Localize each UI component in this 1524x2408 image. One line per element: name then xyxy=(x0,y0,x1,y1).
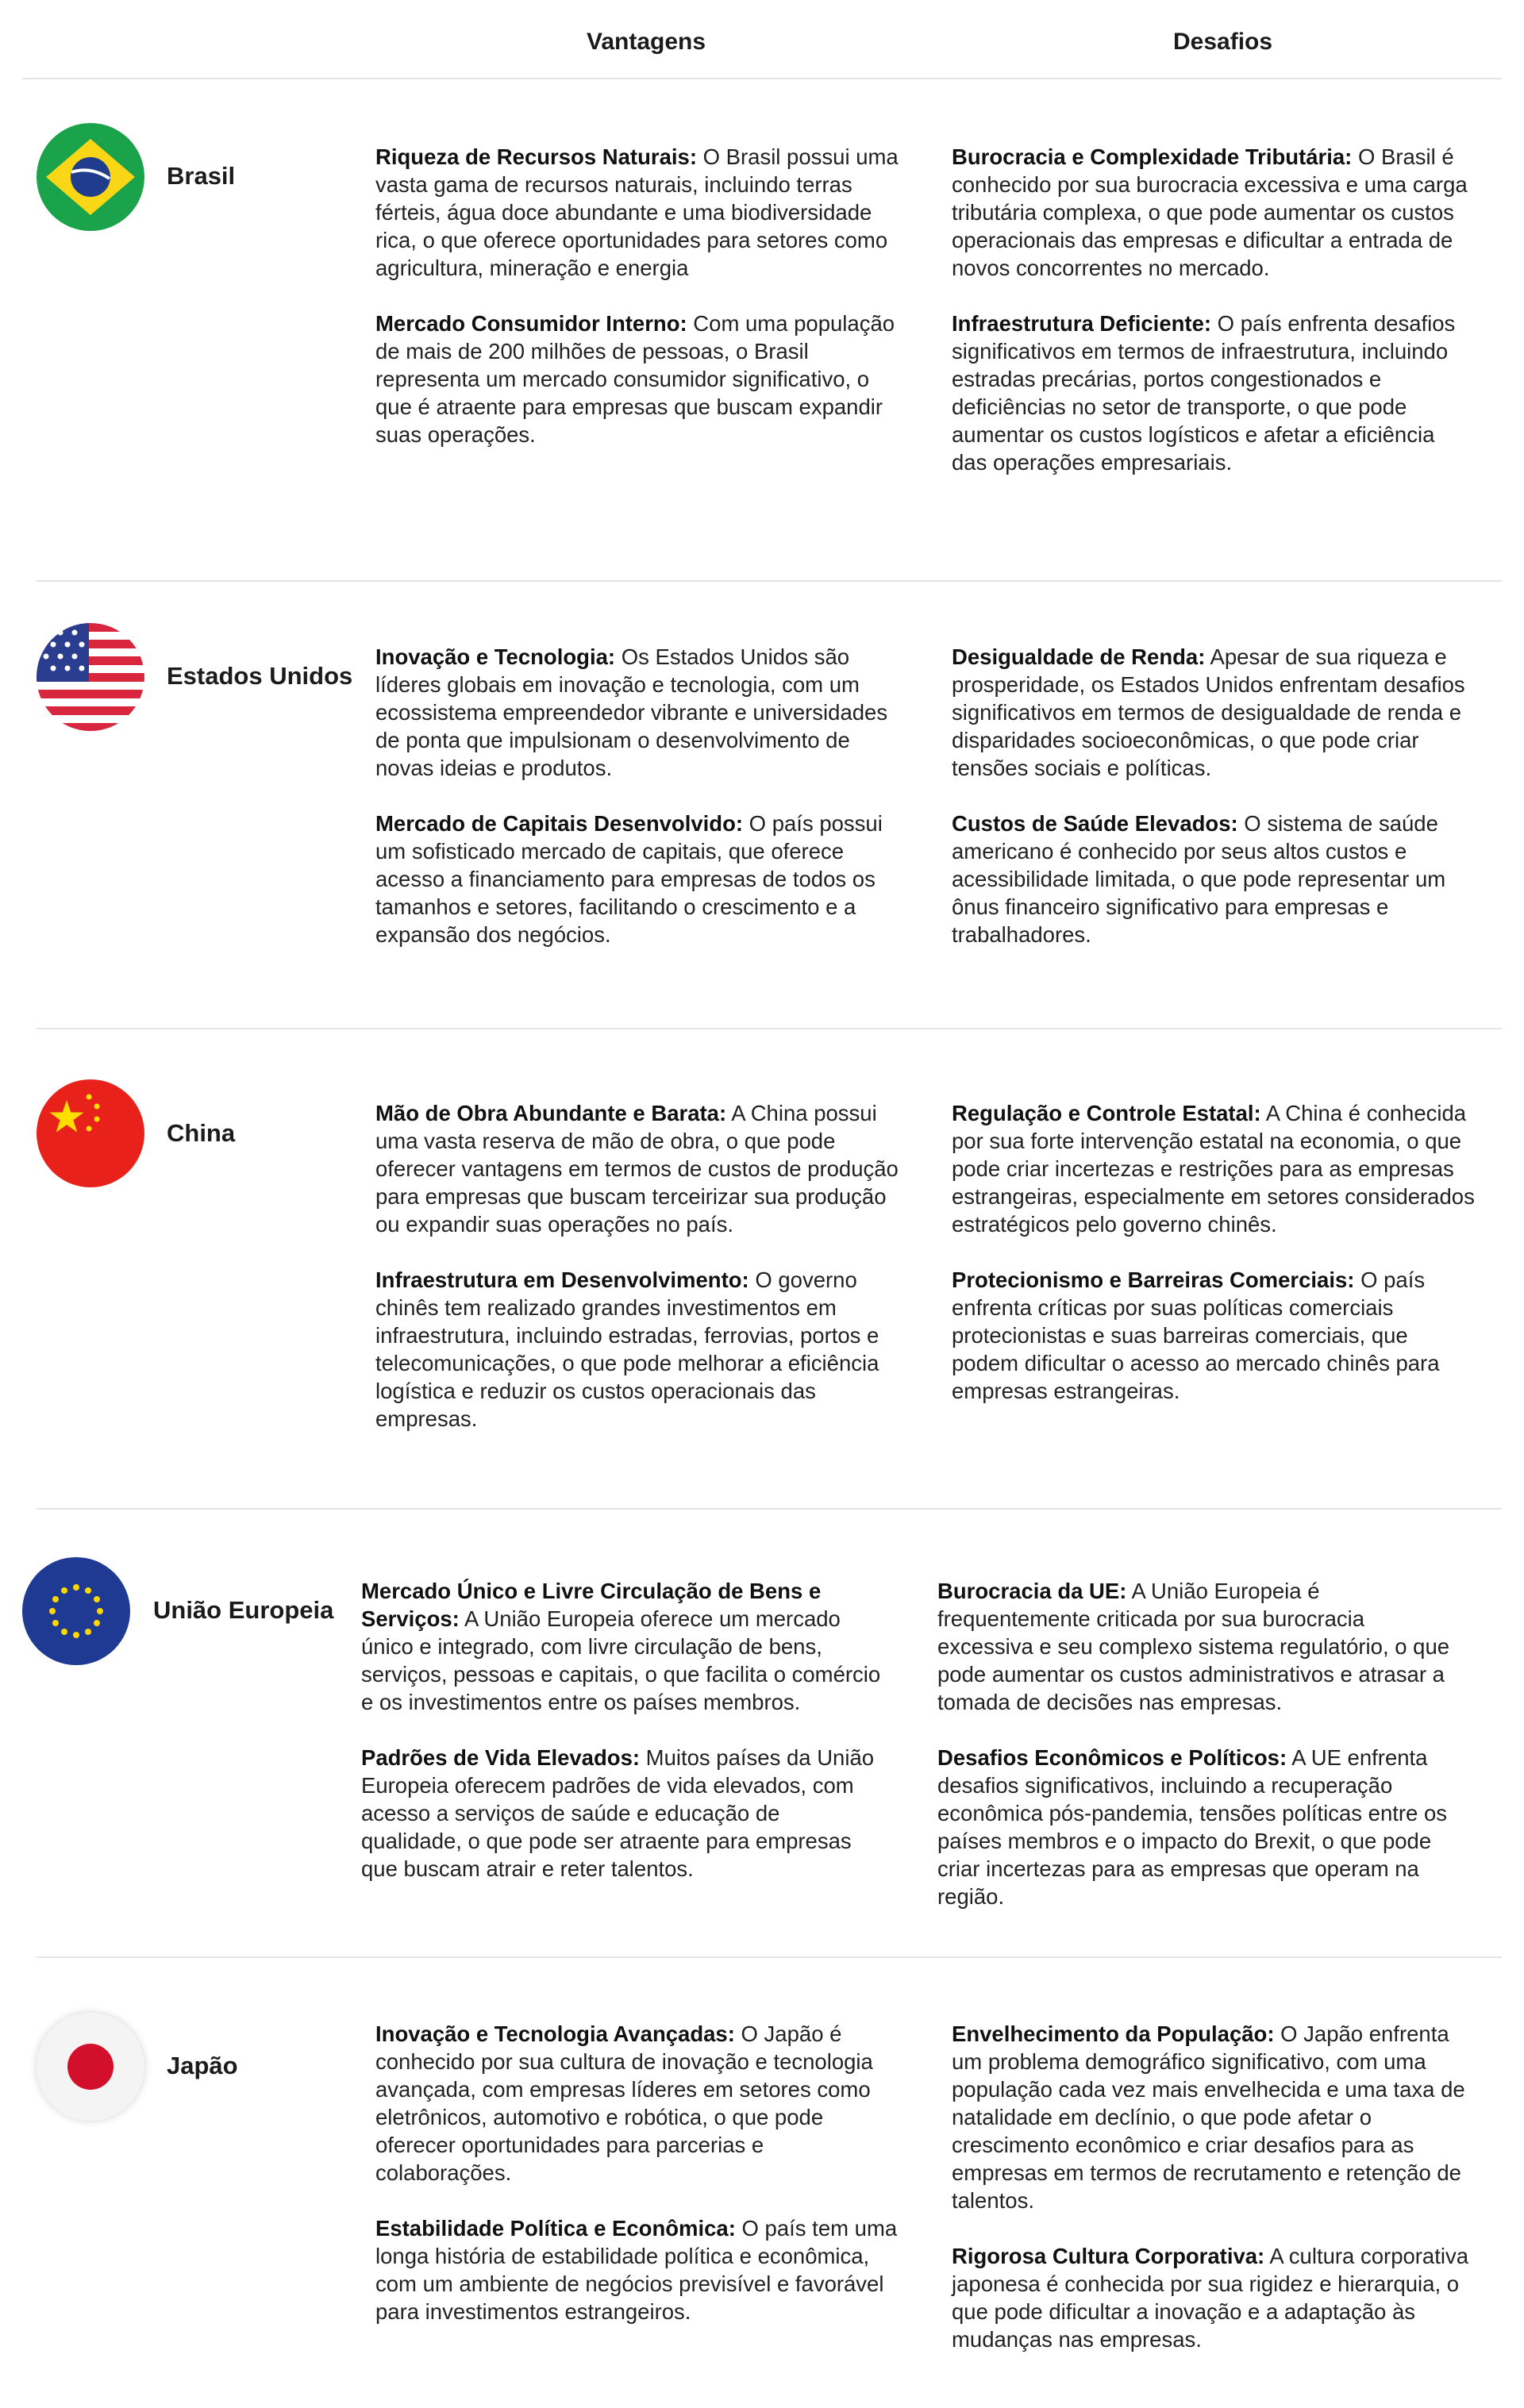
challenge-text: A China é conhecida por sua forte intervenção estatal na economia, o que pode criar incertezas e restrições para as empresas estrangeiras, especialmente em setores considerados estratégicos pelo governo chinês. xyxy=(952,1101,1475,1237)
challenge-item xyxy=(952,1266,1476,1405)
country-name: Brasil xyxy=(167,162,236,190)
advantages-column xyxy=(375,2020,899,2353)
advantage-item xyxy=(375,810,899,948)
advantage-item xyxy=(361,1744,885,1883)
challenge-text: Apesar de sua riqueza e prosperidade, os Estados Unidos enfrentam desafios significativos em termos de desigualdade de renda e disparidades socioeconômicas, o que pode criar tensões sociais e políticas. xyxy=(952,644,1465,780)
advantage-title: Infraestrutura em Desenvolvimento: xyxy=(375,1267,749,1292)
advantage-item xyxy=(375,2214,899,2325)
advantage-text: A China possui uma vasta reserva de mão de obra, o que pode oferecer vantagens em termos de custos de produção para empresas que buscam terceirizar sua produção ou expandir suas operações no país. xyxy=(375,1101,899,1237)
challenge-title: Burocracia da UE: xyxy=(937,1579,1127,1603)
challenge-title: Infraestrutura Deficiente: xyxy=(952,311,1212,336)
advantage-text: O país possui um sofisticado mercado de capitais, que oferece acesso a financiamento para empresas de todos os tamanhos e setores, facilitando o crescimento e a expansão dos negócios. xyxy=(375,811,883,947)
challenge-text: A UE enfrenta desafios significativos, incluindo a recuperação econômica pós-pandemia, tensões políticas entre os países membros e o impacto do Brexit, o que pode criar incertezas para as empresas que operam na região. xyxy=(937,1745,1448,1909)
challenge-text: O país enfrenta críticas por suas políticas comerciais protecionistas e suas barreiras comerciais, que podem dificultar o acesso ao mercado chinês para empresas estrangeiras. xyxy=(952,1267,1440,1403)
row-divider xyxy=(37,1956,1502,1958)
challenge-item xyxy=(952,310,1476,476)
challenges-column xyxy=(952,2020,1476,2381)
advantage-text: Com uma população de mais de 200 milhões de pessoas, o Brasil representa um mercado consumidor significativo, o que é atraente para empresas que buscam expandir suas operações. xyxy=(375,311,895,447)
country-name: Japão xyxy=(167,2052,238,2079)
advantage-item xyxy=(375,1099,899,1238)
brazil-flag-icon xyxy=(37,123,144,231)
advantage-text: O governo chinês tem realizado grandes investimentos em infraestrutura, incluindo estradas, ferrovias, portos e telecomunicações, o que pode melhorar a eficiência logística e reduzir os custos operacionais das empresas. xyxy=(375,1267,879,1431)
advantage-item xyxy=(361,1577,885,1716)
challenge-item xyxy=(952,2020,1476,2214)
advantage-title: Inovação e Tecnologia Avançadas: xyxy=(375,2021,735,2046)
challenge-item xyxy=(952,1099,1476,1238)
header-advantages: Vantagens xyxy=(587,29,706,55)
advantage-item xyxy=(375,143,899,282)
header-challenges: Desafios xyxy=(1173,29,1273,55)
challenge-title: Protecionismo e Barreiras Comerciais: xyxy=(952,1267,1355,1292)
challenges-column xyxy=(952,643,1476,976)
challenge-title: Burocracia e Complexidade Tributária: xyxy=(952,144,1353,169)
challenge-text: O sistema de saúde americano é conhecido por seus altos custos e acessibilidade limitada, o que pode representar um ônus financeiro significativo para empresas e trabalhadores. xyxy=(952,811,1446,947)
advantage-title: Mercado de Capitais Desenvolvido: xyxy=(375,811,744,836)
advantage-text: A União Europeia oferece um mercado único e integrado, com livre circulação de bens, serviços, pessoas e capitais, o que facilita o comércio e os investimentos entre os países membros. xyxy=(361,1606,881,1714)
challenge-item xyxy=(952,643,1476,782)
advantage-text: Muitos países da União Europeia oferecem padrões de vida elevados, com acesso a serviços de saúde e educação de qualidade, o que pode ser atraente para empresas que buscam atrair e reter talentos. xyxy=(361,1745,875,1881)
advantage-text: O país tem uma longa história de estabilidade política e econômica, com um ambiente de negócios previsível e favorável para investimentos estrangeiros. xyxy=(375,2216,898,2324)
challenge-item xyxy=(937,1744,1461,1910)
row-divider xyxy=(37,1028,1502,1029)
advantage-title: Mercado Consumidor Interno: xyxy=(375,311,687,336)
challenge-title: Desafios Econômicos e Políticos: xyxy=(937,1745,1287,1770)
advantage-text: O Brasil possui uma vasta gama de recursos naturais, incluindo terras férteis, água doce abundante e uma biodiversidade rica, o que oferece oportunidades para setores como agricultura, mineração e energia xyxy=(375,144,899,280)
china-flag-icon xyxy=(37,1079,144,1187)
header-divider xyxy=(22,78,1502,79)
eu-flag-icon xyxy=(22,1557,130,1665)
challenge-item xyxy=(952,2242,1476,2353)
advantage-title: Mão de Obra Abundante e Barata: xyxy=(375,1101,727,1125)
challenge-item xyxy=(952,810,1476,948)
advantage-title: Estabilidade Política e Econômica: xyxy=(375,2216,736,2241)
advantage-text: Os Estados Unidos são líderes globais em inovação e tecnologia, com um ecossistema empreendedor vibrante e universidades de ponta que impulsionam o desenvolvimento de novas ideias e produtos. xyxy=(375,644,888,780)
challenge-title: Envelhecimento da População: xyxy=(952,2021,1275,2046)
advantages-column xyxy=(361,1577,885,1910)
challenge-title: Regulação e Controle Estatal: xyxy=(952,1101,1261,1125)
challenges-column xyxy=(952,1099,1476,1433)
advantage-title: Inovação e Tecnologia: xyxy=(375,644,616,669)
country-name: União Europeia xyxy=(153,1596,334,1624)
advantage-title: Padrões de Vida Elevados: xyxy=(361,1745,641,1770)
challenges-column xyxy=(937,1577,1461,1938)
advantage-title: Mercado Único e Livre Circulação de Bens e Serviços: xyxy=(361,1579,822,1631)
advantage-item xyxy=(375,2020,899,2187)
challenge-title: Desigualdade de Renda: xyxy=(952,644,1206,669)
challenge-text: A União Europeia é frequentemente criticada por sua burocracia excessiva e seu complexo sistema regulatório, o que pode aumentar os custos administrativos e atrasar a tomada de decisões nas empresas. xyxy=(937,1579,1450,1714)
advantages-column xyxy=(375,1099,899,1460)
usa-flag-icon xyxy=(37,623,144,731)
country-name: Estados Unidos xyxy=(167,662,353,690)
row-divider xyxy=(37,1508,1502,1510)
advantages-column xyxy=(375,143,899,476)
challenge-item xyxy=(937,1577,1461,1716)
challenge-text: O país enfrenta desafios significativos em termos de infraestrutura, incluindo estradas precárias, portos congestionados e deficiências no setor de transporte, o que pode aumentar os custos logísticos e afetar a eficiência das operações empresariais. xyxy=(952,311,1456,475)
advantage-title: Riqueza de Recursos Naturais: xyxy=(375,144,697,169)
advantage-text: O Japão é conhecido por sua cultura de inovação e tecnologia avançada, com empresas líderes em setores como eletrônicos, automotivo e robótica, o que pode oferecer oportunidades para parcerias e colaborações. xyxy=(375,2021,873,2185)
challenge-item xyxy=(952,143,1476,282)
challenge-title: Rigorosa Cultura Corporativa: xyxy=(952,2244,1265,2268)
advantage-item xyxy=(375,643,899,782)
advantage-item xyxy=(375,310,899,448)
challenge-title: Custos de Saúde Elevados: xyxy=(952,811,1238,836)
challenge-text: O Brasil é conhecido por sua burocracia excessiva e uma carga tributária complexa, o que pode aumentar os custos operacionais das empresas e dificultar a entrada de novos concorrentes no mercado. xyxy=(952,144,1468,280)
japan-flag-icon xyxy=(37,2013,144,2121)
challenge-text: A cultura corporativa japonesa é conhecida por sua rigidez e hierarquia, o que pode dificultar a inovação e a adaptação às mudanças nas empresas. xyxy=(952,2244,1469,2352)
challenges-column xyxy=(952,143,1476,504)
country-name: China xyxy=(167,1119,236,1147)
advantages-column xyxy=(375,643,899,976)
challenge-text: O Japão enfrenta um problema demográfico significativo, com uma população cada vez mais envelhecida e uma taxa de natalidade em declínio, o que pode afetar o crescimento econômico e criar desafios para as empresas em termos de recrutamento e retenção de talentos. xyxy=(952,2021,1465,2213)
row-divider xyxy=(37,580,1502,582)
advantage-item xyxy=(375,1266,899,1433)
